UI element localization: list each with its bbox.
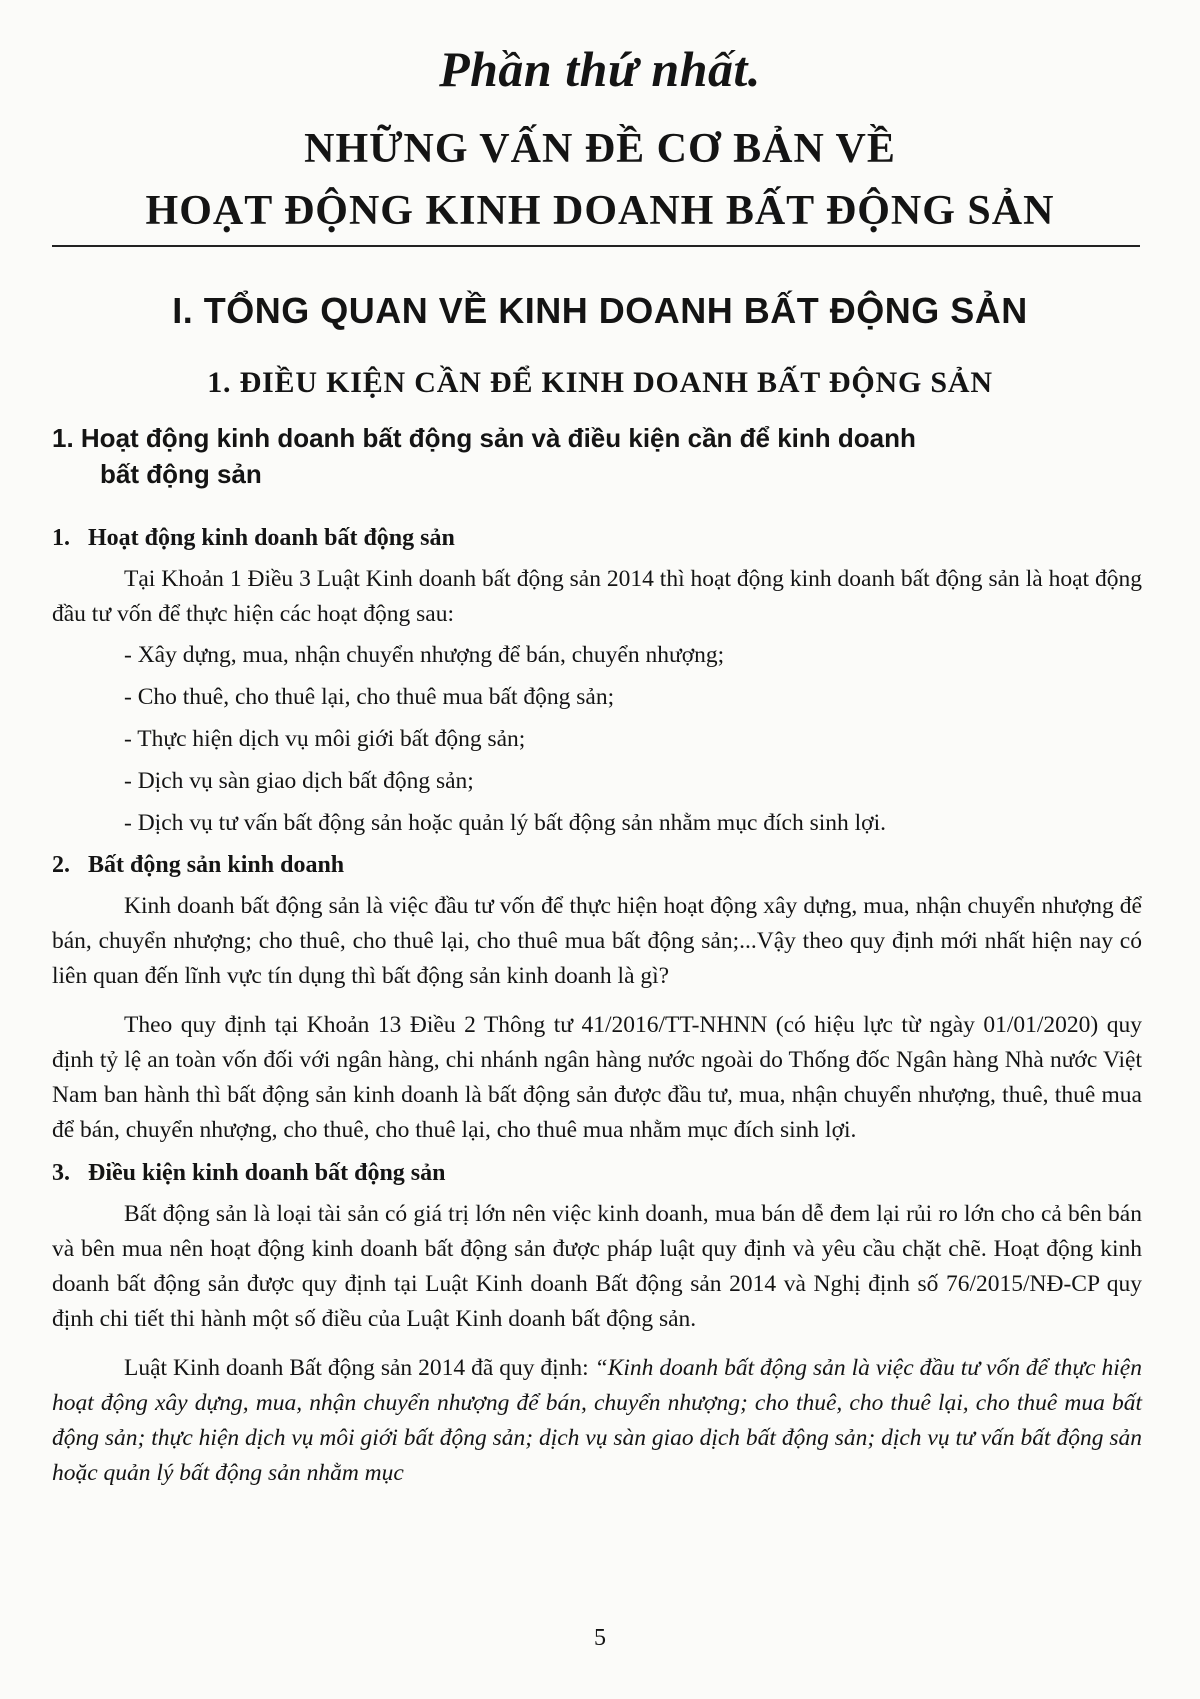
main-title-line-2: HOẠT ĐỘNG KINH DOANH BẤT ĐỘNG SẢN — [145, 188, 1055, 234]
list-item: - Thực hiện dịch vụ môi giới bất động sản; — [124, 726, 526, 752]
subsection-2-heading — [52, 848, 1142, 883]
subsection-2-number: 2. — [52, 852, 70, 878]
item-heading-line-1: 1. Hoạt động kinh doanh bất động sản và điều kiện cần để kinh doanh — [52, 423, 916, 453]
subsection-1-title: Hoạt động kinh doanh bất động sản — [88, 525, 455, 551]
item-heading-line-2: bất động sản — [100, 459, 262, 489]
subsection-1-heading — [52, 521, 1142, 556]
section-heading: I. TỔNG QUAN VỀ KINH DOANH BẤT ĐỘNG SẢN — [172, 290, 1028, 331]
main-title-line-1: NHỮNG VẤN ĐỀ CƠ BẢN VỀ — [304, 126, 896, 172]
list-item: - Dịch vụ tư vấn bất động sản hoặc quản lý bất động sản nhằm mục đích sinh lợi. — [124, 810, 887, 836]
list-item: - Xây dựng, mua, nhận chuyển nhượng để bán, chuyển nhượng; — [124, 642, 725, 668]
activity-list — [52, 638, 1142, 841]
item-heading — [52, 420, 1102, 492]
subsection-2-paragraph-2: Theo quy định tại Khoản 13 Điều 2 Thông tư 41/2016/TT-NHNN (có hiệu lực từ ngày 01/01/2020) quy định tỷ lệ an toàn vốn đối với ngân hàng, chi nhánh ngân hàng nước ngoài do Thống đốc Ngân hàng Nhà nước Việt Nam ban hành thì bất động sản kinh doanh là bất động sản được đầu tư, mua, nhận chuyển nhượng, thuê, thuê mua để bán, chuyển nhượng, cho thuê, cho thuê lại, cho thuê mua nhằm mục đích sinh lợi. — [52, 1012, 1142, 1143]
subsection-3-number: 3. — [52, 1160, 70, 1186]
title-divider — [52, 245, 1140, 247]
subsection-2-paragraph-1: Kinh doanh bất động sản là việc đầu tư vốn để thực hiện hoạt động xây dựng, mua, nhận chuyển nhượng để bán, chuyển nhượng; cho thuê, cho thuê lại, cho thuê mua bất động sản;...Vậy theo quy định mới nhất hiện nay có liên quan đến lĩnh vực tín dụng thì bất động sản kinh doanh là gì? — [52, 893, 1142, 989]
subsection-3-heading — [52, 1156, 1142, 1191]
list-item: - Dịch vụ sàn giao dịch bất động sản; — [124, 768, 474, 794]
subsection-3-paragraph-2 — [52, 1351, 1142, 1491]
body-content — [52, 517, 1142, 1491]
subsection-1-paragraph: Tại Khoản 1 Điều 3 Luật Kinh doanh bất động sản 2014 thì hoạt động kinh doanh bất động sản là hoạt động đầu tư vốn để thực hiện các hoạt động sau: — [52, 566, 1142, 627]
subsection-3-paragraph-1: Bất động sản là loại tài sản có giá trị lớn nên việc kinh doanh, mua bán dễ đem lại rủi ro lớn cho cả bên bán và bên mua nên hoạt động kinh doanh bất động sản được pháp luật quy định và yêu cầu chặt chẽ. Hoạt động kinh doanh bất động sản được quy định tại Luật Kinh doanh Bất động sản 2014 và Nghị định số 76/2015/NĐ-CP quy định chi tiết thi hành một số điều của Luật Kinh doanh bất động sản. — [52, 1201, 1142, 1332]
quote-lead: Luật Kinh doanh Bất động sản 2014 đã quy định: — [124, 1355, 595, 1381]
subsection-2-title: Bất động sản kinh doanh — [88, 852, 345, 878]
list-item: - Cho thuê, cho thuê lại, cho thuê mua bất động sản; — [124, 684, 615, 710]
subsection-3-title: Điều kiện kinh doanh bất động sản — [88, 1160, 446, 1186]
subsection-1-number: 1. — [52, 525, 70, 551]
main-title — [0, 118, 1200, 242]
law-quote: “Kinh doanh bất động sản là việc đầu tư vốn để thực hiện hoạt động xây dựng, mua, nhận chuyển nhượng để bán, chuyển nhượng; cho thuê, cho thuê lại, cho thuê mua bất động sản; thực hiện dịch vụ môi giới bất động sản; dịch vụ sàn giao dịch bất động sản; dịch vụ tư vấn bất động sản hoặc quản lý bất động sản nhằm mục — [52, 1355, 1142, 1486]
page-number: 5 — [594, 1625, 606, 1651]
part-title: Phần thứ nhất. — [439, 41, 761, 97]
sub-heading: 1. ĐIỀU KIỆN CẦN ĐỂ KINH DOANH BẤT ĐỘNG SẢN — [207, 366, 993, 399]
